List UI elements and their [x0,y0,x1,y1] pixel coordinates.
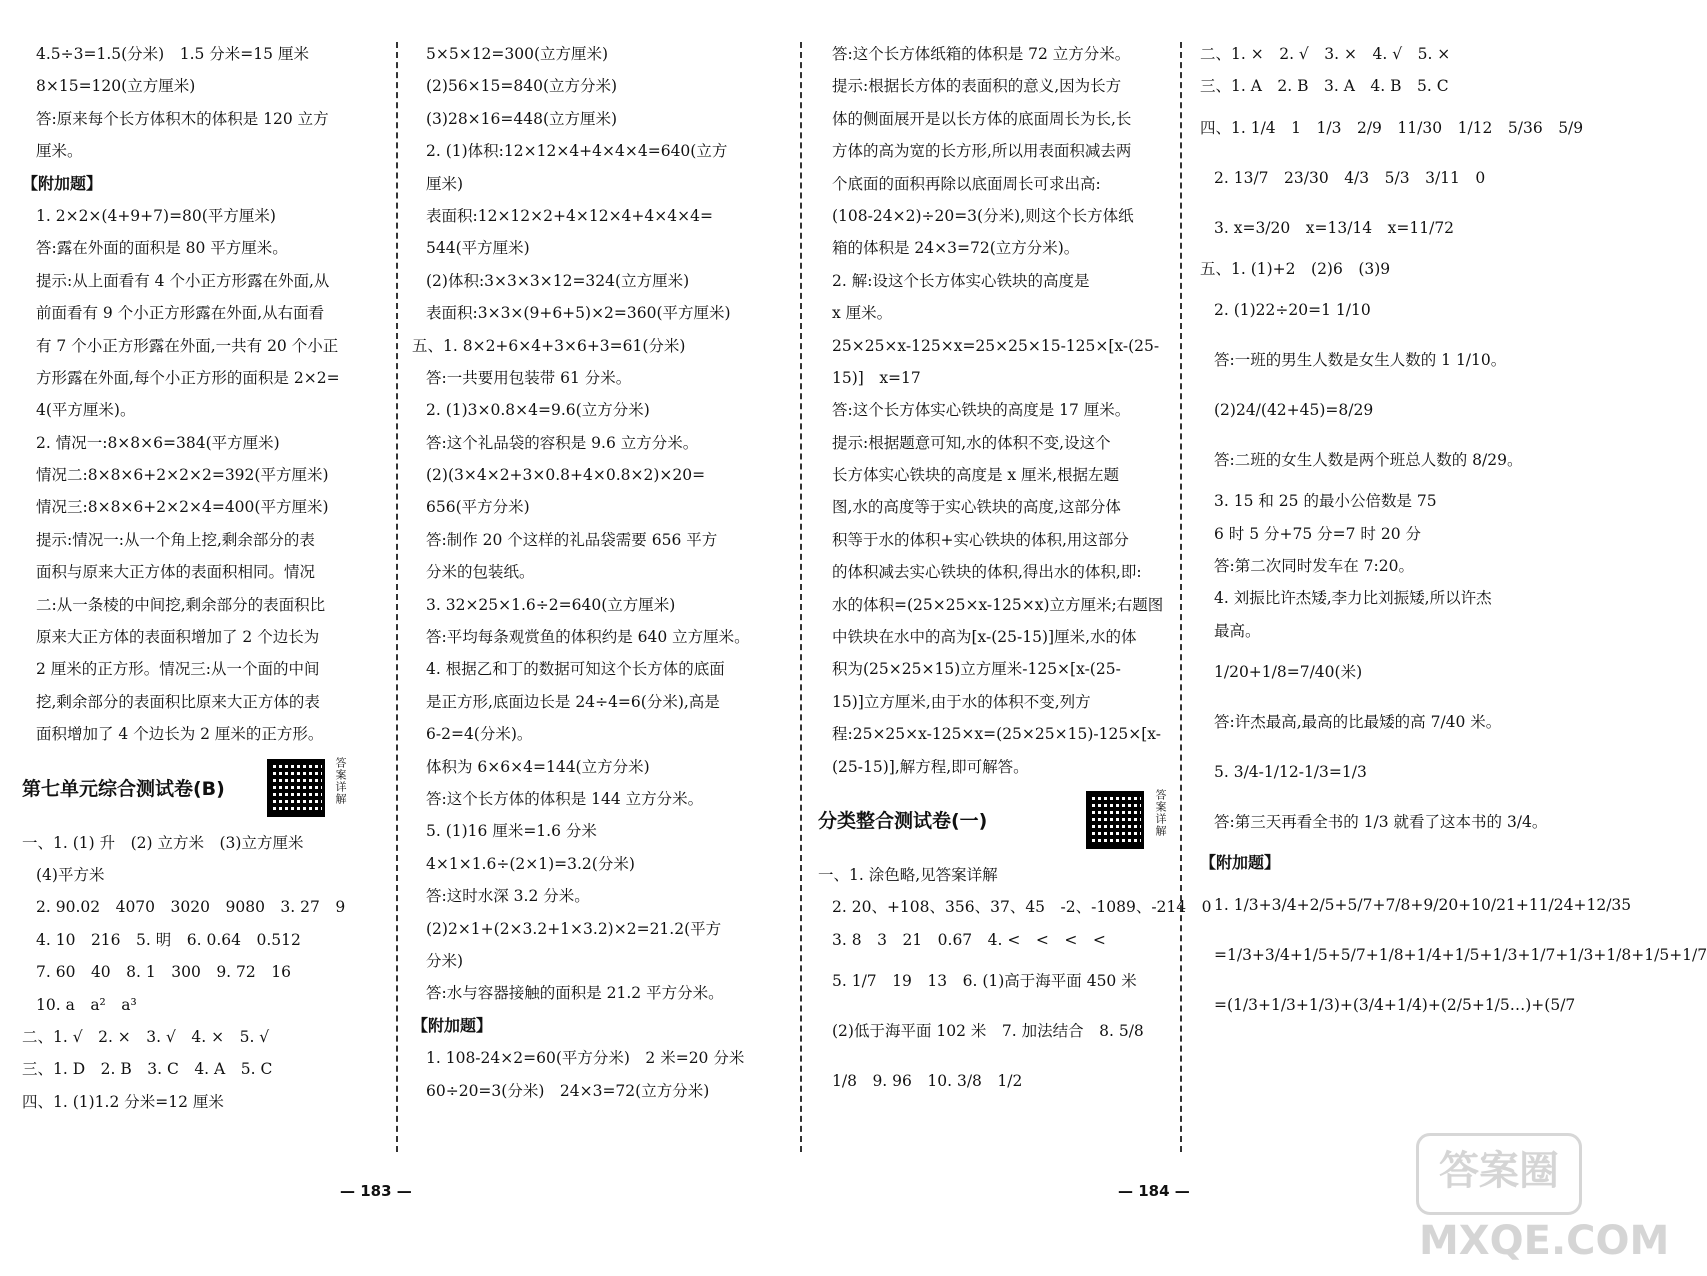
answer-line: 1. 1/3+3/4+2/5+5/7+7/8+9/20+10/21+11/24+12/35 [1214,895,1632,914]
answer-line: 最高。 [1214,621,1261,640]
answer-line: 面积增加了 4 个边长为 2 厘米的正方形。 [36,725,324,744]
answer-line: 情况二:8×8×6+2×2×2=392(平方厘米) [36,466,329,485]
answer-line: 答:水与容器接触的面积是 21.2 平方分米。 [426,984,724,1003]
answer-line: (2)(3×4×2+3×0.8+4×0.8×2)×20= [426,466,706,485]
answer-line: 答:一共要用包装带 61 分米。 [426,368,632,387]
answer-line: 6-2=4(分米)。 [426,725,533,744]
answer-line: 2. 情况一:8×8×6=384(平方厘米) [36,433,280,452]
answer-line: 2. 90.02 4070 3020 9080 3. 27 9 [36,898,346,917]
column-3 [818,38,1212,1106]
answer-line: 图,水的高度等于实心铁块的高度,这部分体 [832,498,1121,517]
answer-line: (108-24×2)÷20=3(分米),则这个长方体纸 [832,206,1134,225]
answer-line: 答:制作 20 个这样的礼品袋需要 656 平方 [426,530,718,549]
answer-line: (2)24/(42+45)=8/29 [1214,401,1374,420]
answer-line: 面积与原来大正方体的表面积相同。情况 [36,563,316,582]
answer-line: 4×1×1.6÷(2×1)=3.2(分米) [426,854,635,873]
answer-line: 五、1. (1)+2 (2)6 (3)9 [1200,259,1391,278]
answer-line: 4. 根据乙和丁的数据可知这个长方体的底面 [426,660,725,679]
answer-line: 体积为 6×6×4=144(立方分米) [426,757,650,776]
answer-line: 答:这个长方体纸箱的体积是 72 立方分米。 [832,45,1131,63]
answer-line: 水的体积=(25×25×x-125×x)立方厘米;右题图 [832,595,1164,614]
page-number-left: — 183 — [340,1182,412,1200]
answer-line: 方体的高为宽的长方形,所以用表面积减去两 [832,142,1132,161]
answer-line: 答:第二次同时发车在 7:20。 [1214,556,1414,575]
answer-line: 厘米) [426,174,464,193]
answer-line: 二:从一条棱的中间挖,剩余部分的表面积比 [36,595,326,614]
answer-line: (2)体积:3×3×3×12=324(立方厘米) [426,271,690,290]
answer-line: 2. (1)22÷20=1 1/10 [1214,301,1371,320]
answer-line: 15)]立方厘米,由于水的体积不变,列方 [832,692,1091,711]
answer-line: 4(平方厘米)。 [36,401,136,420]
answer-line: 7. 60 40 8. 1 300 9. 72 16 [36,963,291,982]
answer-line: 分米的包装纸。 [426,563,535,582]
answer-line: 体的侧面展开是以长方体的底面周长为长,长 [832,109,1132,128]
answer-line: 2 厘米的正方形。情况三:从一个面的中间 [36,660,320,679]
answer-line: 答:这时水深 3.2 分米。 [426,887,590,906]
answer-line: 四、1. 1/4 1 1/3 2/9 11/30 1/12 5/36 5/9 [1200,118,1584,137]
section-title-text: 第七单元综合测试卷(B) [22,777,225,800]
answer-line: 3. 32×25×1.6÷2=640(立方厘米) [426,595,676,614]
answer-line: 10. a a² a³ [36,995,137,1014]
answer-line: 3. 8 3 21 0.67 4. < < < < [832,930,1106,949]
answer-line: 有 7 个小正方形露在外面,一共有 20 个小正 [36,336,339,355]
answer-line: 中铁块在水中的高为[x-(25-15)]厘米,水的体 [832,628,1137,647]
answer-line: 提示:从上面看有 4 个小正方形露在外面,从 [36,271,330,290]
answer-line: =(1/3+1/3+1/3)+(3/4+1/4)+(2/5+1/5…)+(5/7 [1214,995,1576,1014]
answer-line: 5×5×12=300(立方厘米) [426,45,609,63]
answer-line: 是正方形,底面边长是 24÷4=6(分米),高是 [426,692,720,711]
bonus-heading: 【附加题】 [1200,853,1281,873]
answer-line: 箱的体积是 24×3=72(立方分米)。 [832,239,1080,258]
qr-code-icon [267,759,325,817]
answer-line: 挖,剩余部分的表面积比原来大正方体的表 [36,692,320,711]
answer-line: 4.5÷3=1.5(分米) 1.5 分米=15 厘米 [36,45,309,63]
answer-line: 25×25×x-125×x=25×25×15-125×[x-(25- [832,336,1160,355]
column-divider [800,42,802,1152]
section-title-text: 分类整合测试卷(一) [818,809,988,832]
answer-line: 2. 20、+108、356、37、45 -2、-1089、-214 0 [832,898,1212,917]
bonus-heading: 【附加题】 [22,173,103,193]
answer-line: 三、1. D 2. B 3. C 4. A 5. C [22,1060,273,1079]
answer-line: 答:平均每条观赏鱼的体积约是 640 立方厘米。 [426,628,750,647]
answer-line: 656(平方分米) [426,498,530,517]
answer-line: (25-15)],解方程,即可解答。 [832,757,1029,776]
answer-line: 答:二班的女生人数是两个班总人数的 8/29。 [1214,451,1523,470]
answer-line: 答:这个长方体实心铁块的高度是 17 厘米。 [832,401,1131,420]
answer-line: 1. 108-24×2=60(平方分米) 2 米=20 分米 [426,1049,745,1068]
answer-line: 5. 1/7 19 13 6. (1)高于海平面 450 米 [832,972,1137,991]
answer-line: x 厘米。 [832,304,893,323]
answer-line: 1/8 9. 96 10. 3/8 1/2 [832,1072,1023,1091]
answer-line: 544(平方厘米) [426,239,530,258]
answer-line: 6 时 5 分+75 分=7 时 20 分 [1214,524,1421,543]
answer-line: 五、1. 8×2+6×4+3×6+3=61(分米) [412,336,686,355]
page-number-right: — 184 — [1118,1182,1190,1200]
answer-line: 提示:根据题意可知,水的体积不变,设这个 [832,433,1111,452]
answer-line: =1/3+3/4+1/5+5/7+1/8+1/4+1/5+1/3+1/7+1/3+1/8+1/5+1/7 [1214,945,1707,964]
answer-line: 程:25×25×x-125×x=(25×25×15)-125×[x- [832,725,1161,744]
column-divider [1180,42,1182,1152]
column-2 [412,38,790,1107]
answer-line: 的体积减去实心铁块的体积,得出水的体积,即: [832,563,1142,582]
bonus-heading: 【附加题】 [412,1015,493,1035]
answer-line: 答:露在外面的面积是 80 平方厘米。 [36,239,288,258]
answer-line: 积等于水的体积+实心铁块的体积,用这部分 [832,530,1129,549]
answer-line: 方形露在外面,每个小正方形的面积是 2×2= [36,368,340,387]
answer-line: 一、1. 涂色略,见答案详解 [818,865,998,884]
qr-code-icon [1086,791,1144,849]
answer-line: 一、1. (1) 升 (2) 立方米 (3)立方厘米 [22,833,304,852]
answer-line: 答:这个礼品袋的容积是 9.6 立方分米。 [426,433,699,452]
answer-line: (2)56×15=840(立方分米) [426,77,618,96]
answer-line: (2)低于海平面 102 米 7. 加法结合 8. 5/8 [832,1022,1144,1041]
answer-line: 4. 10 216 5. 明 6. 0.64 0.512 [36,930,301,949]
answer-line: 四、1. (1)1.2 分米=12 厘米 [22,1092,224,1111]
answer-line: 答:第三天再看全书的 1/3 就看了这本书的 3/4。 [1214,813,1548,832]
answer-line: 答:原来每个长方体积木的体积是 120 立方 [36,109,329,128]
column-divider [396,42,398,1152]
answer-line: 1/20+1/8=7/40(米) [1214,663,1363,682]
answer-line: 3. x=3/20 x=13/14 x=11/72 [1214,218,1455,237]
answer-line: 2. 解:设这个长方体实心铁块的高度是 [832,271,1090,290]
answer-line: 表面积:3×3×(9+6+5)×2=360(平方厘米) [426,304,731,323]
answer-line: 提示:根据长方体的表面积的意义,因为长方 [832,77,1122,96]
answer-line: 情况三:8×8×6+2×2×4=400(平方厘米) [36,498,329,517]
answer-line: 个底面的面积再除以底面周长可求出高: [832,174,1101,193]
answer-line: 长方体实心铁块的高度是 x 厘米,根据左题 [832,466,1120,485]
answer-line: 5. 3/4-1/12-1/3=1/3 [1214,763,1367,782]
answer-line: 8×15=120(立方厘米) [36,77,196,96]
section-title [818,783,1193,859]
answer-line: 2. (1)体积:12×12×4+4×4×4=640(立方 [426,142,728,161]
answer-detail-label: 答案详解 [334,756,347,805]
answer-line: (2)2×1+(2×3.2+1×3.2)×2=21.2(平方 [426,919,722,938]
answer-line: 二、1. × 2. √ 3. × 4. √ 5. × [1200,45,1451,63]
answer-line: 原来大正方体的表面积增加了 2 个边长为 [36,628,320,647]
answer-line: 答:一班的男生人数是女生人数的 1 1/10。 [1214,351,1507,370]
answer-line: 分米) [426,951,464,970]
answer-line: (3)28×16=448(立方厘米) [426,109,618,128]
answer-line: 表面积:12×12×2+4×12×4+4×4×4= [426,206,713,225]
answer-detail-label: 答案详解 [1154,788,1167,837]
answer-line: 二、1. √ 2. × 3. √ 4. × 5. √ [22,1027,270,1046]
answer-line: 15)] x=17 [832,368,921,387]
answer-line: (4)平方米 [36,865,105,884]
answer-line: 积为(25×25×15)立方厘米-125×[x-(25- [832,660,1121,679]
answer-line: 1. 2×2×(4+9+7)=80(平方厘米) [36,206,276,225]
answer-line: 答:许杰最高,最高的比最矮的高 7/40 米。 [1214,713,1502,732]
answer-line: 三、1. A 2. B 3. A 4. B 5. C [1200,77,1449,96]
answer-line: 5. (1)16 厘米=1.6 分米 [426,822,597,841]
answer-line: 2. (1)3×0.8×4=9.6(立方分米) [426,401,650,420]
column-4 [1200,38,1707,1030]
answer-line: 4. 刘振比许杰矮,李力比刘振矮,所以许杰 [1214,589,1492,608]
answer-line: 提示:情况一:从一个角上挖,剩余部分的表 [36,530,315,549]
answer-line: 答:这个长方体的体积是 144 立方分米。 [426,789,704,808]
answer-line: 60÷20=3(分米) 24×3=72(立方分米) [426,1081,710,1100]
answer-line: 2. 13/7 23/30 4/3 5/3 3/11 0 [1214,168,1486,187]
answer-line: 3. 15 和 25 的最小公倍数是 75 [1214,492,1437,511]
answer-line: 前面看有 9 个小正方形露在外面,从右面看 [36,304,325,323]
answer-line: 厘米。 [36,142,83,161]
watermark-logo: 答案圈 MXQE.COM [1416,1133,1582,1215]
column-1 [22,38,390,1118]
section-title [22,751,390,827]
